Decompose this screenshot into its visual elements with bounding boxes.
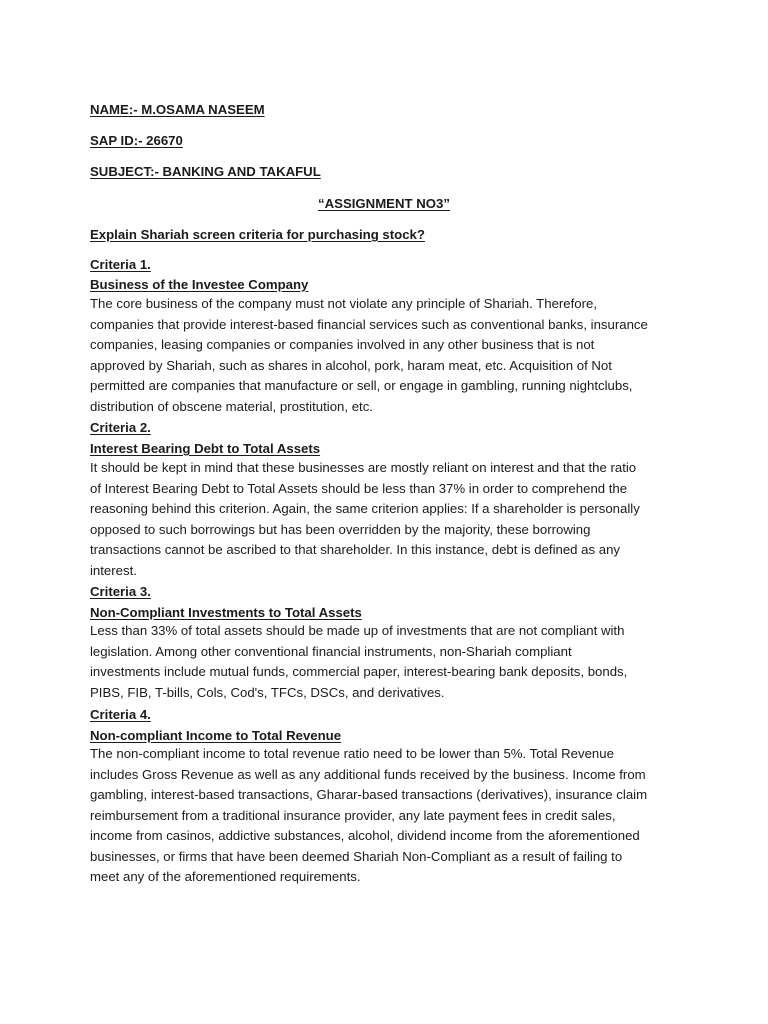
question: Explain Shariah screen criteria for purchasing stock? xyxy=(90,227,425,242)
paragraph-line: income from casinos, addictive substances, alcohol, dividend income from the aforementioned xyxy=(90,828,640,843)
criteria-paragraph xyxy=(90,294,690,417)
subject: SUBJECT:- BANKING AND TAKAFUL xyxy=(90,164,321,179)
paragraph-line: of Interest Bearing Debt to Total Assets should be less than 37% in order to comprehend the xyxy=(90,480,628,496)
paragraph-line: distribution of obscene material, prostitution, etc. xyxy=(90,398,373,414)
paragraph-line: The core business of the company must not violate any principle of Shariah. Therefore, xyxy=(90,296,598,311)
paragraph-line: PIBS, FIB, T-bills, Cols, Cod's, TFCs, DSCs, and derivatives. xyxy=(90,684,445,700)
criteria-label: Criteria 1. xyxy=(90,257,151,272)
paragraph-line: It should be kept in mind that these businesses are mostly reliant on interest and that the ratio xyxy=(90,460,637,475)
criteria-label: Criteria 3. xyxy=(90,584,151,599)
paragraph-line: businesses, or firms that have been deemed Shariah Non-Compliant as a result of failing to xyxy=(90,848,623,864)
paragraph-line: interest. xyxy=(90,562,137,578)
paragraph-line: legislation. Among other conventional financial instruments, non-Shariah compliant xyxy=(90,643,572,659)
paragraph-line: reimbursement from a traditional insurance provider, any late payment fees in credit sales, xyxy=(90,807,616,823)
paragraph-line: transactions cannot be ascribed to that shareholder. In this instance, debt is defined as any xyxy=(90,542,621,557)
assignment-title: “ASSIGNMENT NO3” xyxy=(318,196,450,211)
paragraph-line: companies, leasing companies or companies involved in any other business that is not xyxy=(90,337,595,352)
paragraph-line: includes Gross Revenue as well as any additional funds received by the business. Income from xyxy=(90,766,646,782)
student-name: NAME:- M.OSAMA NASEEM xyxy=(90,102,265,117)
paragraph-line: The non-compliant income to total revenue ratio need to be lower than 5%. Total Revenue xyxy=(90,746,614,761)
criteria-label: Criteria 2. xyxy=(90,420,151,435)
paragraph-line: approved by Shariah, such as shares in alcohol, pork, haram meat, etc. Acquisition of Not xyxy=(90,357,612,373)
criteria-paragraph xyxy=(90,621,690,703)
criteria-heading: Interest Bearing Debt to Total Assets xyxy=(90,441,321,456)
paragraph-line: permitted are companies that manufacture or sell, or engage in gambling, running nightclubs, xyxy=(90,378,633,393)
paragraph-line: Less than 33% of total assets should be made up of investments that are not compliant with xyxy=(90,623,625,638)
paragraph-line: opposed to such borrowings but has been overridden by the majority, these borrowing xyxy=(90,521,591,537)
criteria-paragraph xyxy=(90,458,690,581)
sap-id: SAP ID:- 26670 xyxy=(90,133,183,148)
paragraph-line: companies that provide interest-based financial services such as conventional banks, insurance xyxy=(90,316,648,332)
paragraph-line: meet any of the aforementioned requirements. xyxy=(90,869,361,884)
paragraph-line: investments include mutual funds, commercial paper, interest-bearing bank deposits, bonds, xyxy=(90,664,628,679)
criteria-heading: Non-Compliant Investments to Total Assets xyxy=(90,605,362,620)
criteria-heading: Business of the Investee Company xyxy=(90,277,309,292)
criteria-heading: Non-compliant Income to Total Revenue xyxy=(90,728,342,743)
paragraph-line: reasoning behind this criterion. Again, the same criterion applies: If a shareholder is personally xyxy=(90,501,640,516)
criteria-paragraph xyxy=(90,744,690,888)
paragraph-line: gambling, interest-based transactions, Gharar-based transactions (derivatives), insurance claim xyxy=(90,787,648,802)
criteria-label: Criteria 4. xyxy=(90,707,151,722)
